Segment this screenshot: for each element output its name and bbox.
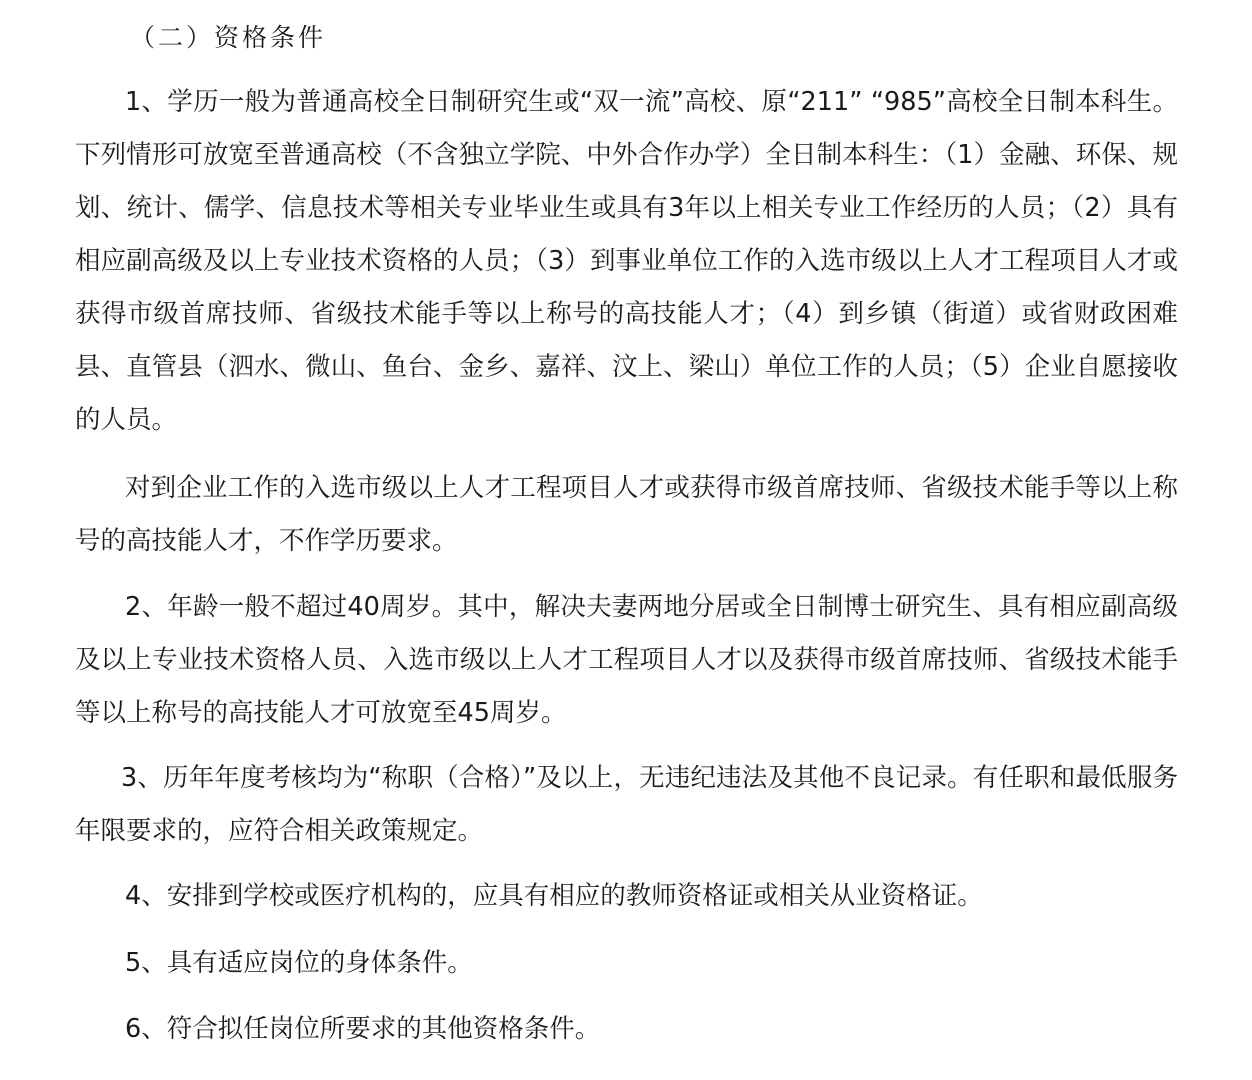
paragraph-education-requirement: 1、学历一般为普通高校全日制研究生或“双一流”高校、原“211” “985”高校全日制本科生。下列情形可放宽至普通高校（不含独立学院、中外合作办学）全日制本科生：（1）金融、环保、规划、统计、儒学、信息技术等相关专业毕业生或具有3年以上相关专业工作经历的人员；（2）具有相应副高级及以上专业技术资格的人员；（3）到事业单位工作的入选市级以上人才工程项目人才或获得市级首席技师、省级技术能手等以上称号的高技能人才；（4）到乡镇（街道）或省财政困难县、直管县（泗水、微山、鱼台、金乡、嘉祥、汶上、梁山）单位工作的人员；（5）企业自愿接收的人员。 xyxy=(75,87,1178,435)
paragraph-age-requirement: 2、年龄一般不超过40周岁。其中，解决夫妻两地分居或全日制博士研究生、具有相应副高级及以上专业技术资格人员、入选市级以上人才工程项目人才以及获得市级首席技师、省级技术能手等以上称号的高技能人才可放宽至45周岁。 xyxy=(75,592,1178,728)
section-heading: （二）资格条件 xyxy=(130,23,327,52)
paragraph-certificate-requirement: 4、安排到学校或医疗机构的，应具有相应的教师资格证或相关从业资格证。 xyxy=(125,881,983,911)
paragraph-enterprise-exemption: 对到企业工作的入选市级以上人才工程项目人才或获得市级首席技师、省级技术能手等以上称号的高技能人才，不作学历要求。 xyxy=(75,473,1178,556)
paragraph-assessment-requirement: 3、历年年度考核均为“称职（合格）”及以上，无违纪违法及其他不良记录。有任职和最低服务年限要求的，应符合相关政策规定。 xyxy=(75,763,1178,846)
paragraph-health-requirement: 5、具有适应岗位的身体条件。 xyxy=(125,948,473,978)
paragraph-other-requirements: 6、符合拟任岗位所要求的其他资格条件。 xyxy=(125,1014,601,1044)
